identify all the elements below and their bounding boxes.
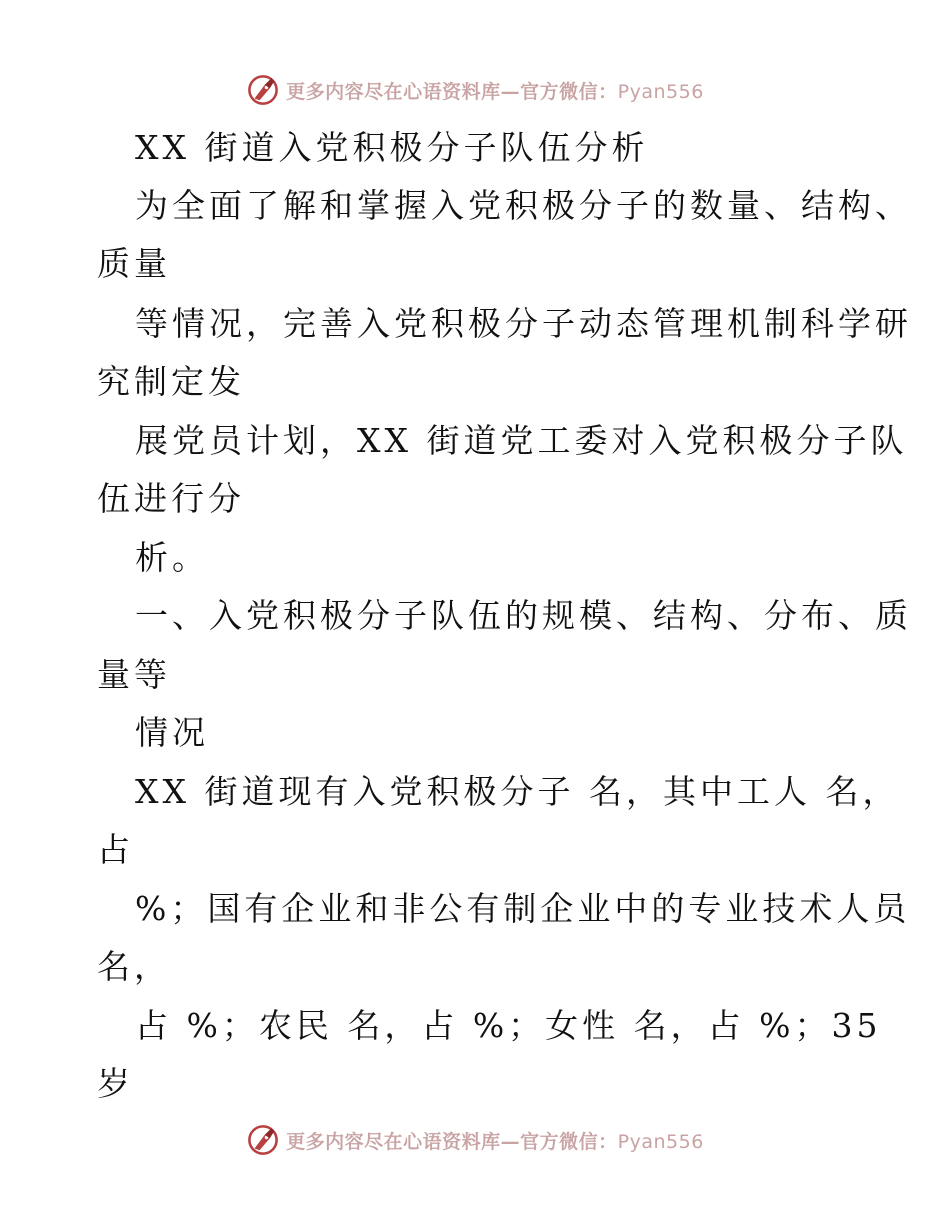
paragraph-line: 质量 [97,244,171,283]
paragraph-line: 展党员计划，XX 街道党工委对入党积极分子队 [135,421,908,460]
watermark-text [286,1127,704,1154]
paragraph-line: 占 %；农民 名，占 %；女性 名，占 %；35 [135,1006,882,1045]
paragraph-line: 岁 [97,1064,134,1103]
section-heading: 一、入党积极分子队伍的规模、结构、分布、质 [135,596,912,635]
paragraph-line: 析。 [135,538,209,577]
paragraph-line: XX 街道现有入党积极分子 名，其中工人 名， [135,772,900,811]
paragraph-line: 等情况，完善入党积极分子动态管理机制科学研 [135,304,912,343]
footer-watermark [0,1120,950,1160]
section-heading-line: 情况 [135,713,209,752]
paragraph-line: %；国有企业和非公有制企业中的专业技术人员 [135,889,911,928]
paragraph-line: 究制定发 [97,362,245,401]
paragraph-line: 名， [97,947,171,986]
pen-nib-icon [246,1123,280,1157]
watermark-text-cn: 更多内容尽在心语资料库—官方微信： [286,1130,618,1153]
watermark-text-cn: 更多内容尽在心语资料库—官方微信： [286,80,618,103]
document-title: XX 街道入党积极分子队伍分析 [135,128,649,167]
watermark-wechat-id: Pyan556 [617,80,704,103]
section-heading-line: 量等 [97,655,171,694]
paragraph-line: 占 [97,830,134,869]
watermark-group [246,1123,704,1157]
paragraph-line: 为全面了解和掌握入党积极分子的数量、结构、 [135,186,912,225]
paragraph-line: 伍进行分 [97,479,245,518]
watermark-wechat-id: Pyan556 [617,1130,704,1153]
